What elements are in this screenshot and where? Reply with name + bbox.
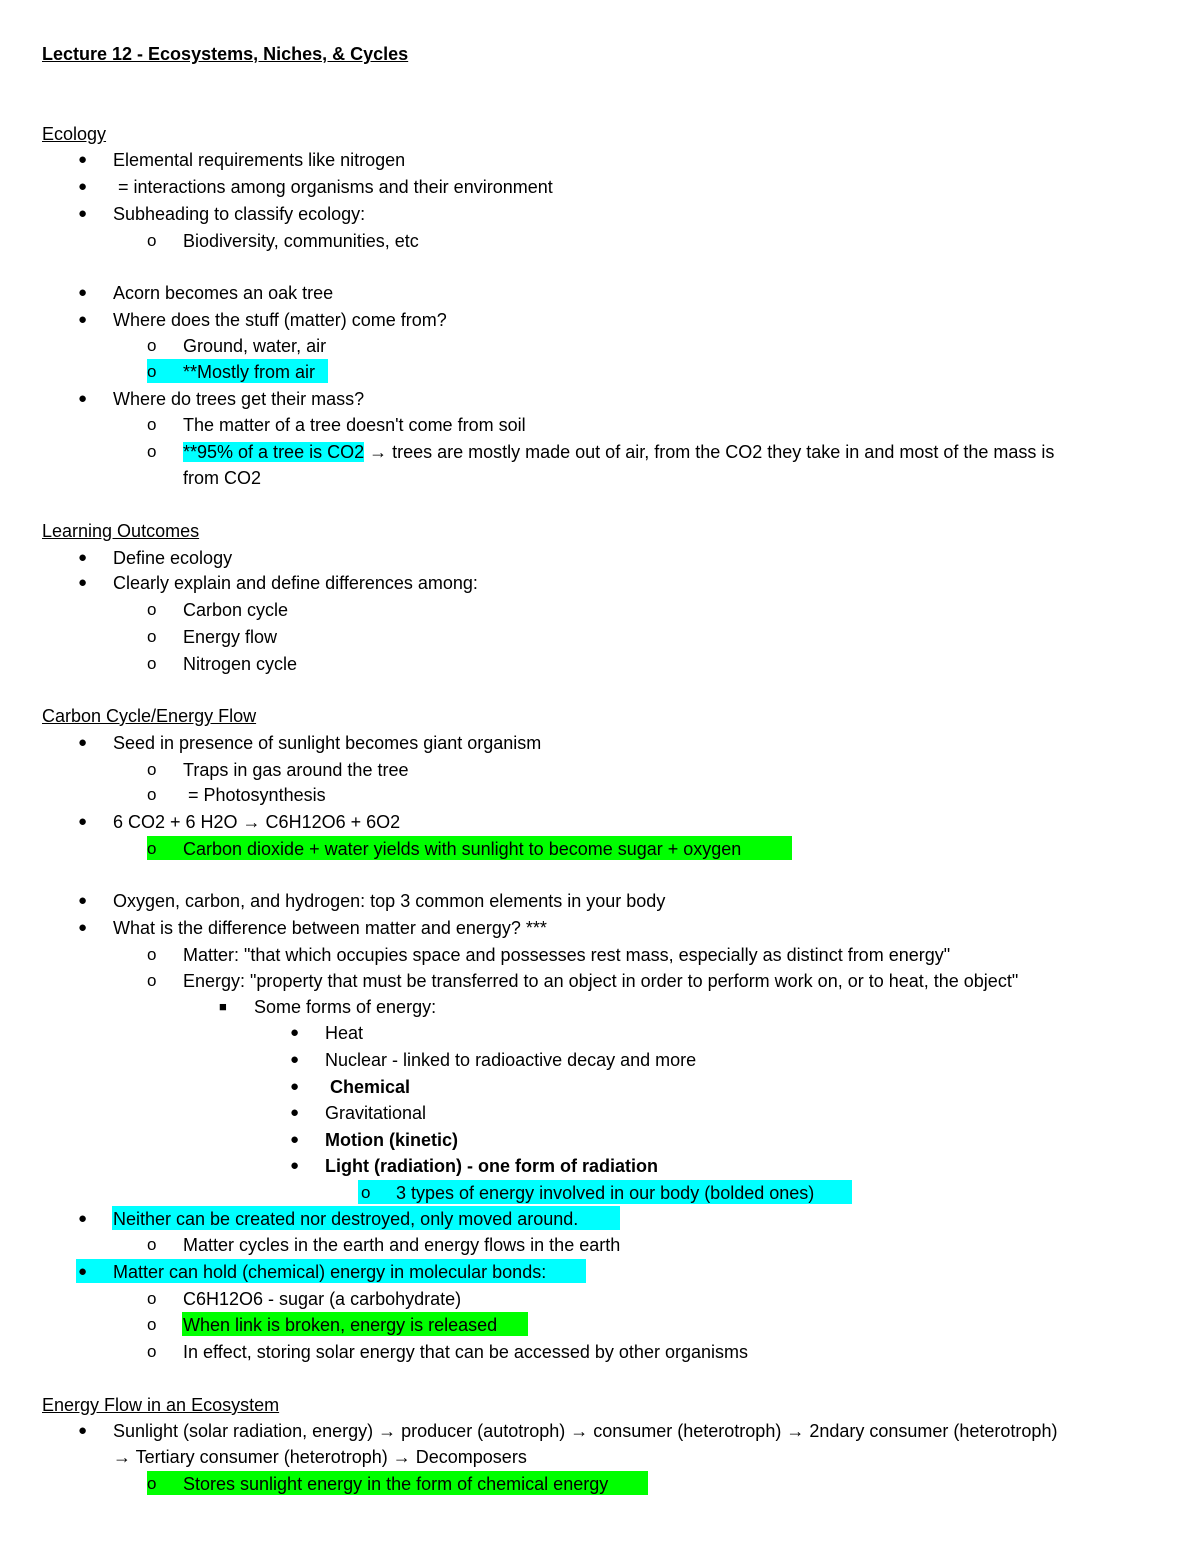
list-item: o Energy flow [0, 624, 1200, 650]
list-item: o Nitrogen cycle [0, 651, 1200, 677]
bullet-icon: ● [78, 178, 88, 195]
list-item-continuation: → Tertiary consumer (heterotroph) → Decomposers [113, 1447, 527, 1467]
bullet-icon: ● [290, 1078, 300, 1095]
bullet-icon: o [147, 945, 157, 964]
list-item: ● Nuclear - linked to radioactive decay and more [0, 1047, 1200, 1073]
bullet-icon: o [147, 336, 157, 355]
list-item: ● Neither can be created nor destroyed, only moved around. [0, 1206, 1200, 1232]
bullet-icon: o [147, 442, 157, 461]
list-item: ● Motion (kinetic) [0, 1127, 1200, 1153]
bullet-icon: o [147, 1474, 157, 1493]
list-item: ● Heat [0, 1020, 1200, 1046]
list-item: o Stores sunlight energy in the form of chemical energy [0, 1471, 1200, 1497]
bullet-icon: ● [290, 1024, 300, 1041]
bullet-icon: ● [78, 549, 88, 566]
bullet-icon: ● [78, 1210, 88, 1227]
list-item: o Traps in gas around the tree [0, 757, 1200, 783]
bullet-icon: ● [78, 1263, 88, 1280]
list-item: ● Light (radiation) - one form of radiation [0, 1153, 1200, 1179]
list-item: o Carbon dioxide + water yields with sunlight to become sugar + oxygen [0, 836, 1200, 862]
list-item: o **Mostly from air [0, 359, 1200, 385]
bullet-icon: ● [78, 892, 88, 909]
list-item: ● Sunlight (solar radiation, energy) → producer (autotroph) → consumer (heterotroph) → 2ndary consumer (heterotroph) [0, 1418, 1200, 1444]
list-item: ● Where does the stuff (matter) come from? [0, 307, 1200, 333]
list-item: ● What is the difference between matter and energy? *** [0, 915, 1200, 941]
list-item: ● Matter can hold (chemical) energy in molecular bonds: [0, 1259, 1200, 1285]
bullet-icon: o [147, 1342, 157, 1361]
list-item: o Matter cycles in the earth and energy flows in the earth [0, 1232, 1200, 1258]
bullet-icon: o [147, 415, 157, 434]
bullet-icon: ● [290, 1051, 300, 1068]
list-item: ● 6 CO2 + 6 H2O → C6H12O6 + 6O2 [0, 809, 1200, 835]
bullet-icon: ■ [219, 999, 227, 1014]
list-item: ● Define ecology [0, 545, 1200, 571]
bullet-icon: o [147, 362, 157, 381]
list-item: o When link is broken, energy is released [0, 1312, 1200, 1338]
bullet-icon: ● [78, 1422, 88, 1439]
bullet-icon: o [147, 1289, 157, 1308]
list-item: ● Oxygen, carbon, and hydrogen: top 3 common elements in your body [0, 888, 1200, 914]
list-item: o = Photosynthesis [0, 782, 1200, 808]
list-item: o C6H12O6 - sugar (a carbohydrate) [0, 1286, 1200, 1312]
bullet-icon: o [147, 654, 157, 673]
list-item: ● Gravitational [0, 1100, 1200, 1126]
list-item: ■ Some forms of energy: [0, 994, 1200, 1020]
cyan-highlight: **95% of a tree is CO2 [183, 442, 365, 462]
bullet-icon: ● [290, 1104, 300, 1121]
bullet-icon: o [147, 1315, 157, 1334]
bullet-icon: ● [78, 284, 88, 301]
list-item: ● Chemical [0, 1074, 1200, 1100]
list-item: ● Where do trees get their mass? [0, 386, 1200, 412]
bullet-icon: ● [78, 574, 88, 591]
list-item: ● Acorn becomes an oak tree [0, 280, 1200, 306]
bullet-icon: ● [290, 1131, 300, 1148]
section-heading-ecology: Ecology [42, 124, 107, 144]
bullet-icon: o [361, 1183, 371, 1202]
bullet-icon: ● [78, 813, 88, 830]
section-heading-energy-flow: Energy Flow in an Ecosystem [42, 1395, 280, 1415]
bullet-icon: o [147, 971, 157, 990]
bullet-icon: o [147, 1235, 157, 1254]
list-item: ● Seed in presence of sunlight becomes giant organism [0, 730, 1200, 756]
bullet-icon: o [147, 600, 157, 619]
bullet-icon: o [147, 760, 157, 779]
section-heading-learning-outcomes: Learning Outcomes [42, 521, 200, 541]
bullet-icon: ● [78, 205, 88, 222]
bullet-icon: ● [78, 919, 88, 936]
page-title: Lecture 12 - Ecosystems, Niches, & Cycles [42, 44, 409, 64]
list-item: o Ground, water, air [0, 333, 1200, 359]
list-item: o In effect, storing solar energy that can be accessed by other organisms [0, 1339, 1200, 1365]
list-item: ● Subheading to classify ecology: [0, 201, 1200, 227]
bullet-icon: o [147, 627, 157, 646]
bullet-icon: o [147, 839, 157, 858]
list-item: ● Elemental requirements like nitrogen [0, 147, 1200, 173]
bullet-icon: ● [78, 390, 88, 407]
section-heading-carbon-cycle: Carbon Cycle/Energy Flow [42, 706, 257, 726]
bullet-icon: ● [78, 734, 88, 751]
bullet-icon: o [147, 231, 157, 250]
list-item: o Carbon cycle [0, 597, 1200, 623]
list-item: o The matter of a tree doesn't come from soil [0, 412, 1200, 438]
list-item: ● = interactions among organisms and their environment [0, 174, 1200, 200]
list-item: ● Clearly explain and define differences among: [0, 570, 1200, 596]
list-item: o Biodiversity, communities, etc [0, 228, 1200, 254]
list-item: o **95% of a tree is CO2 → trees are mostly made out of air, from the CO2 they take in and most of the mass is [0, 439, 1200, 465]
bullet-icon: ● [78, 151, 88, 168]
bullet-icon: o [147, 785, 157, 804]
bullet-icon: ● [290, 1157, 300, 1174]
bullet-icon: ● [78, 311, 88, 328]
list-item: o 3 types of energy involved in our body (bolded ones) [0, 1180, 1200, 1206]
list-item-continuation: from CO2 [183, 468, 262, 488]
list-item: o Matter: "that which occupies space and possesses rest mass, especially as distinct from energy" [0, 942, 1200, 968]
list-item: o Energy: "property that must be transferred to an object in order to perform work on, or to heat, the object" [0, 968, 1200, 994]
